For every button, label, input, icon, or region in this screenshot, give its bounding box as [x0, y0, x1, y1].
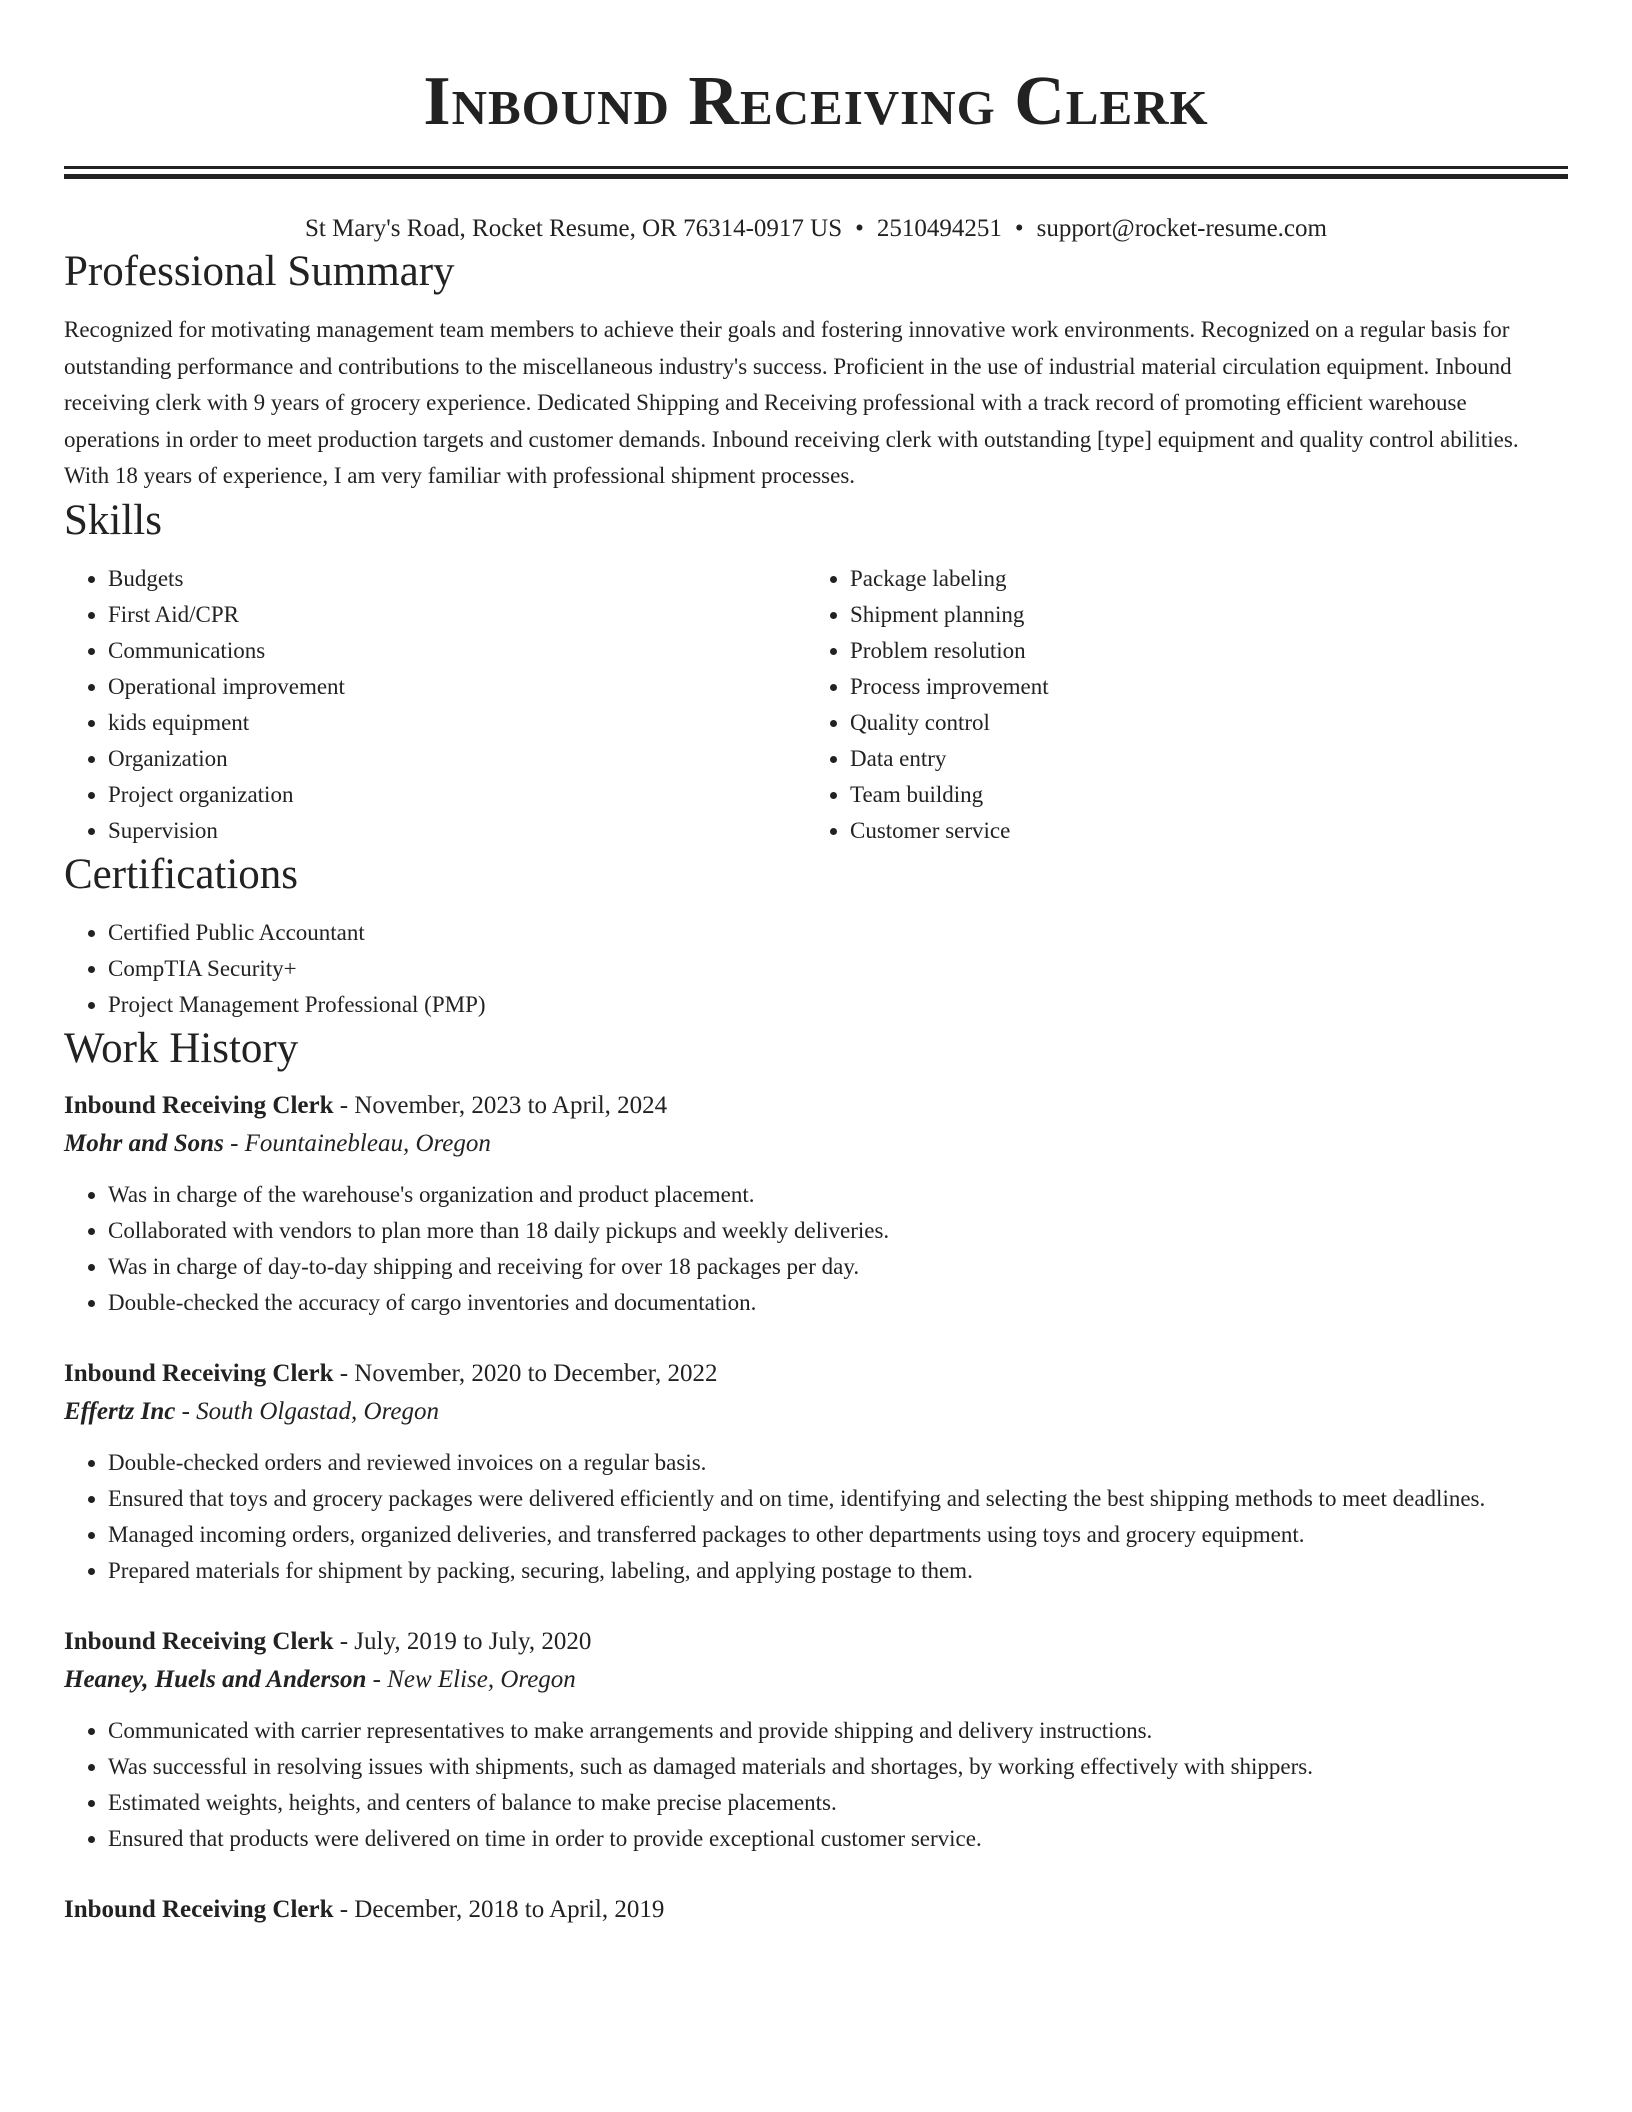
contact-line — [64, 212, 1568, 246]
job-duty: • Double-checked the accuracy of cargo inventories and documentation. — [108, 1285, 1568, 1321]
skill-item: • Package labeling — [850, 561, 1548, 597]
job-duties — [64, 1713, 1568, 1857]
job-title: Inbound Receiving Clerk — [64, 1627, 334, 1655]
job-header — [64, 1355, 1568, 1393]
job-entry — [64, 1087, 1568, 1321]
skill-item: • First Aid/CPR — [108, 597, 806, 633]
job-employer — [64, 1661, 1568, 1699]
work-history-heading: Work History — [64, 1024, 299, 1072]
job-company: Heaney, Huels and Anderson — [64, 1665, 367, 1693]
certification-item: • Project Management Professional (PMP) — [108, 987, 1568, 1023]
job-duty: • Double-checked orders and reviewed invoices on a regular basis. — [108, 1445, 1568, 1481]
job-header — [64, 1087, 1568, 1125]
job-duty: • Was in charge of the warehouse's organization and product placement. — [108, 1177, 1568, 1213]
job-duties — [64, 1177, 1568, 1321]
job-dates: - December, 2018 to April, 2019 — [333, 1895, 665, 1923]
skill-item: • Communications — [108, 633, 806, 669]
skills-list-left — [64, 561, 806, 849]
skill-item: • Budgets — [108, 561, 806, 597]
job-duty: • Communicated with carrier representatives to make arrangements and provide shipping and delivery instructions. — [108, 1713, 1568, 1749]
job-employer — [64, 1125, 1568, 1163]
contact-email[interactable]: support@rocket-resume.com — [1036, 215, 1327, 242]
job-duty: • Ensured that toys and grocery packages were delivered efficiently and on time, identifying and selecting the best shipping methods to meet deadlines. — [108, 1481, 1568, 1517]
job-duty: • Estimated weights, heights, and centers of balance to make precise placements. — [108, 1785, 1568, 1821]
skill-item: • Data entry — [850, 741, 1548, 777]
skill-item: • Project organization — [108, 777, 806, 813]
skill-item: • Team building — [850, 777, 1548, 813]
job-duty: • Was successful in resolving issues with shipments, such as damaged materials and shortages, by working effectively with shippers. — [108, 1749, 1568, 1785]
header-rule-bottom — [64, 174, 1568, 179]
job-dates: - November, 2023 to April, 2024 — [333, 1091, 668, 1119]
job-company: Mohr and Sons — [64, 1129, 224, 1157]
job-location: - New Elise, Oregon — [366, 1665, 576, 1693]
job-entry — [64, 1891, 1568, 1929]
certifications-list — [64, 915, 1568, 1023]
contact-phone: 2510494251 — [876, 215, 1002, 242]
job-location: - Fountainebleau, Oregon — [223, 1129, 491, 1157]
certification-item: • CompTIA Security+ — [108, 951, 1568, 987]
job-header — [64, 1623, 1568, 1661]
job-entry — [64, 1355, 1568, 1589]
job-entry — [64, 1623, 1568, 1857]
summary-text: Recognized for motivating management team members to achieve their goals and fostering innovative work environments. Recognized on a regular basis for outstanding performance and contributions to the miscellaneous industry's success. Proficient in the use of industrial material circulation equipment. Inbound receiving clerk with 9 years of grocery experience. Dedicated Shipping and Receiving professional with a track record of promoting efficient warehouse operations in order to meet production targets and customer demands. Inbound receiving clerk with outstanding [type] equipment and quality control abilities. With 18 years of experience, I am very familiar with professional shipment processes. — [64, 317, 1519, 488]
certification-item: • Certified Public Accountant — [108, 915, 1568, 951]
skills-columns — [64, 561, 1568, 849]
skill-item: • Shipment planning — [850, 597, 1548, 633]
job-header — [64, 1891, 1568, 1929]
job-title: Inbound Receiving Clerk — [64, 1895, 334, 1923]
skill-item: • Operational improvement — [108, 669, 806, 705]
skill-item: • Supervision — [108, 813, 806, 849]
skill-item: • Problem resolution — [850, 633, 1548, 669]
job-dates: - November, 2020 to December, 2022 — [333, 1359, 718, 1387]
job-employer — [64, 1393, 1568, 1431]
job-location: - South Olgastad, Oregon — [175, 1397, 440, 1425]
contact-separator: • — [1014, 215, 1024, 242]
resume-page — [64, 0, 1568, 1929]
contact-separator: • — [855, 215, 864, 242]
job-dates: - July, 2019 to July, 2020 — [333, 1627, 592, 1655]
skills-heading: Skills — [64, 496, 162, 544]
job-company: Effertz Inc — [64, 1397, 176, 1425]
job-duty: • Managed incoming orders, organized deliveries, and transferred packages to other departments using toys and grocery equipment. — [108, 1517, 1568, 1553]
skill-item: • Customer service — [850, 813, 1548, 849]
job-duty: • Collaborated with vendors to plan more than 18 daily pickups and weekly deliveries. — [108, 1213, 1568, 1249]
job-title: Inbound Receiving Clerk — [64, 1359, 334, 1387]
header-rule-top — [64, 166, 1568, 169]
job-title: Inbound Receiving Clerk — [64, 1091, 334, 1119]
skill-item: • Process improvement — [850, 669, 1548, 705]
job-duties — [64, 1445, 1568, 1589]
job-duty: • Ensured that products were delivered on time in order to provide exceptional customer service. — [108, 1821, 1568, 1857]
skill-item: • kids equipment — [108, 705, 806, 741]
job-duty: • Was in charge of day-to-day shipping and receiving for over 18 packages per day. — [108, 1249, 1568, 1285]
job-duty: • Prepared materials for shipment by packing, securing, labeling, and applying postage to them. — [108, 1553, 1568, 1589]
summary-heading: Professional Summary — [64, 248, 455, 295]
contact-address: St Mary's Road, Rocket Resume, OR 76314-0917 US — [305, 215, 843, 242]
skills-list-right — [806, 561, 1548, 849]
skill-item: • Quality control — [850, 705, 1548, 741]
resume-name: Inbound Receiving Clerk — [423, 63, 1209, 140]
skill-item: • Organization — [108, 741, 806, 777]
certifications-heading: Certifications — [64, 850, 299, 898]
